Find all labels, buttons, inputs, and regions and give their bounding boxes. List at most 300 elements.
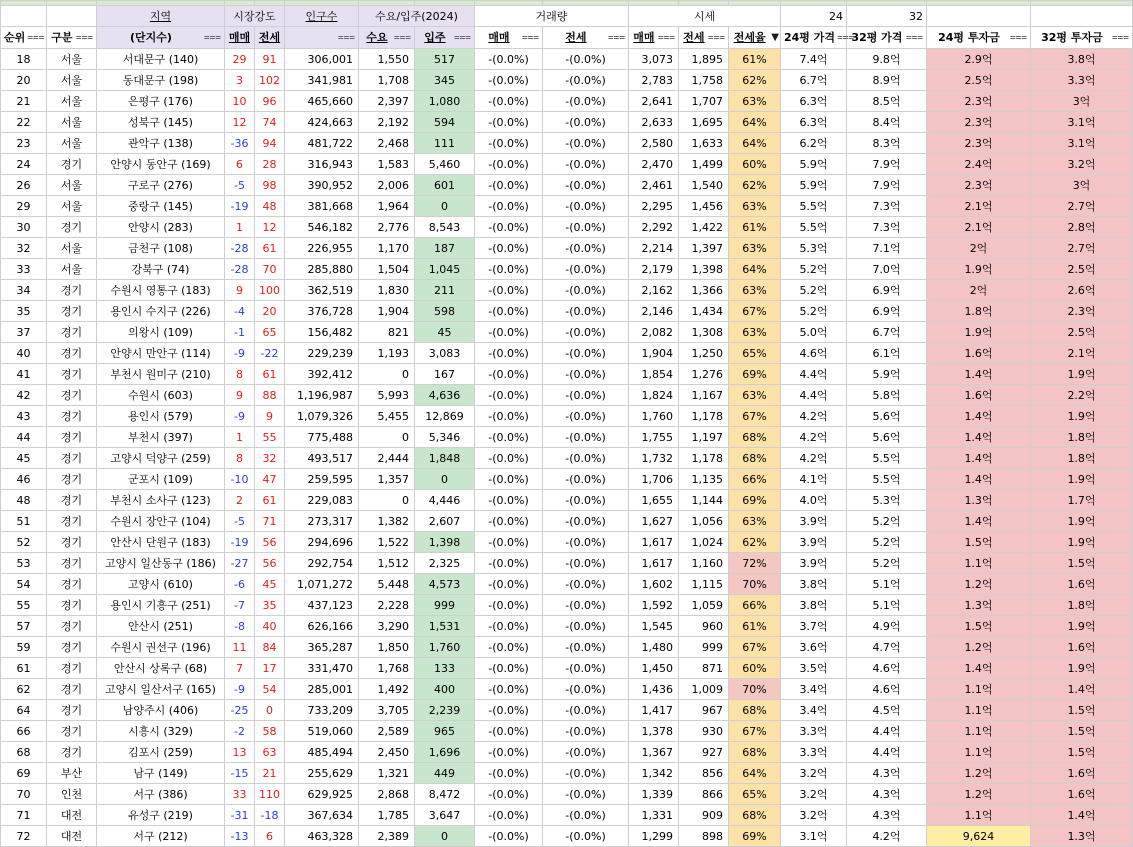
jeonse-ratio-cell[interactable]: 68%: [729, 427, 781, 448]
price-jeonse-cell[interactable]: 1,633: [679, 133, 729, 154]
invest24-cell[interactable]: 1.4억: [927, 406, 1031, 427]
rank-cell[interactable]: 55: [1, 595, 47, 616]
population-cell[interactable]: 463,328: [285, 826, 359, 847]
type-cell[interactable]: 경기: [47, 658, 97, 679]
move-in-cell[interactable]: 5,460: [415, 154, 475, 175]
volume-sale-cell[interactable]: -(0.0%): [475, 322, 543, 343]
volume-jeonse-cell[interactable]: -(0.0%): [543, 721, 629, 742]
price-jeonse-cell[interactable]: 1,397: [679, 238, 729, 259]
rank-cell[interactable]: 30: [1, 217, 47, 238]
move-in-cell[interactable]: 111: [415, 133, 475, 154]
population-cell[interactable]: 306,001: [285, 49, 359, 70]
volume-jeonse-cell[interactable]: -(0.0%): [543, 385, 629, 406]
price32-cell[interactable]: 4.7억: [847, 637, 927, 658]
volume-jeonse-cell[interactable]: -(0.0%): [543, 742, 629, 763]
jeonse-ratio-cell[interactable]: 68%: [729, 805, 781, 826]
region-cell[interactable]: 성북구 (145): [97, 112, 225, 133]
price32-cell[interactable]: 5.1억: [847, 574, 927, 595]
demand-cell[interactable]: 1,512: [359, 553, 415, 574]
rank-cell[interactable]: 18: [1, 49, 47, 70]
population-cell[interactable]: 229,239: [285, 343, 359, 364]
demand-cell[interactable]: 1,321: [359, 763, 415, 784]
price-jeonse-cell[interactable]: 1,059: [679, 595, 729, 616]
price-jeonse-cell[interactable]: 960: [679, 616, 729, 637]
region-cell[interactable]: 시흥시 (329): [97, 721, 225, 742]
price-sale-cell[interactable]: 1,760: [629, 406, 679, 427]
market-jeonse-cell[interactable]: 96: [255, 91, 285, 112]
type-cell[interactable]: 경기: [47, 385, 97, 406]
price-sale-cell[interactable]: 2,162: [629, 280, 679, 301]
region-cell[interactable]: 수원시 장안구 (104): [97, 511, 225, 532]
market-sale-cell[interactable]: -25: [225, 700, 255, 721]
price32-cell[interactable]: 5.8억: [847, 385, 927, 406]
volume-sale-cell[interactable]: -(0.0%): [475, 133, 543, 154]
type-cell[interactable]: 서울: [47, 133, 97, 154]
invest24-cell[interactable]: 1.2억: [927, 763, 1031, 784]
price24-cell[interactable]: 3.2억: [781, 784, 847, 805]
population-cell[interactable]: 390,952: [285, 175, 359, 196]
market-jeonse-cell[interactable]: 55: [255, 427, 285, 448]
type-cell[interactable]: 경기: [47, 616, 97, 637]
volume-jeonse-cell[interactable]: -(0.0%): [543, 70, 629, 91]
filter-icon[interactable]: ⩶: [707, 32, 725, 43]
jeonse-ratio-cell[interactable]: 60%: [729, 658, 781, 679]
move-in-cell[interactable]: 8,543: [415, 217, 475, 238]
price24-cell[interactable]: 5.3억: [781, 238, 847, 259]
move-in-cell[interactable]: 345: [415, 70, 475, 91]
region-cell[interactable]: 수원시 권선구 (196): [97, 637, 225, 658]
market-sale-cell[interactable]: -28: [225, 238, 255, 259]
market-sale-cell[interactable]: -15: [225, 763, 255, 784]
price32-cell[interactable]: 5.2억: [847, 511, 927, 532]
col-market-sale[interactable]: 매매: [225, 27, 255, 49]
invest32-cell[interactable]: 1.6억: [1031, 574, 1133, 595]
type-cell[interactable]: 서울: [47, 238, 97, 259]
demand-cell[interactable]: 1,170: [359, 238, 415, 259]
rank-cell[interactable]: 29: [1, 196, 47, 217]
demand-cell[interactable]: 1,708: [359, 70, 415, 91]
demand-cell[interactable]: 5,993: [359, 385, 415, 406]
market-jeonse-cell[interactable]: 98: [255, 175, 285, 196]
type-cell[interactable]: 경기: [47, 721, 97, 742]
population-cell[interactable]: 381,668: [285, 196, 359, 217]
invest24-cell[interactable]: 2.9억: [927, 49, 1031, 70]
price-jeonse-cell[interactable]: 1,160: [679, 553, 729, 574]
volume-jeonse-cell[interactable]: -(0.0%): [543, 784, 629, 805]
invest32-cell[interactable]: 2.6억: [1031, 280, 1133, 301]
demand-cell[interactable]: 821: [359, 322, 415, 343]
filter-icon[interactable]: ⩶: [203, 32, 221, 43]
header-price[interactable]: 시세: [629, 6, 781, 27]
price-sale-cell[interactable]: 1,545: [629, 616, 679, 637]
invest32-cell[interactable]: 3.3억: [1031, 70, 1133, 91]
population-cell[interactable]: 629,925: [285, 784, 359, 805]
move-in-cell[interactable]: 4,636: [415, 385, 475, 406]
price24-cell[interactable]: 3.7억: [781, 616, 847, 637]
col-market-jeonse[interactable]: 전세: [255, 27, 285, 49]
filter-icon[interactable]: ⩶: [75, 32, 93, 43]
invest32-cell[interactable]: 1.9억: [1031, 511, 1133, 532]
population-cell[interactable]: 376,728: [285, 301, 359, 322]
volume-sale-cell[interactable]: -(0.0%): [475, 427, 543, 448]
price32-cell[interactable]: 5.3억: [847, 490, 927, 511]
price-sale-cell[interactable]: 3,073: [629, 49, 679, 70]
price-sale-cell[interactable]: 1,706: [629, 469, 679, 490]
invest24-cell[interactable]: 1.1억: [927, 805, 1031, 826]
volume-jeonse-cell[interactable]: -(0.0%): [543, 595, 629, 616]
price32-cell[interactable]: 9.8억: [847, 49, 927, 70]
price-jeonse-cell[interactable]: 967: [679, 700, 729, 721]
demand-cell[interactable]: 2,589: [359, 721, 415, 742]
region-cell[interactable]: 수원시 (603): [97, 385, 225, 406]
price-sale-cell[interactable]: 1,450: [629, 658, 679, 679]
market-jeonse-cell[interactable]: 48: [255, 196, 285, 217]
header-region[interactable]: 지역: [97, 6, 225, 27]
population-cell[interactable]: 424,663: [285, 112, 359, 133]
market-sale-cell[interactable]: 8: [225, 364, 255, 385]
population-cell[interactable]: 362,519: [285, 280, 359, 301]
invest32-cell[interactable]: 3.1억: [1031, 133, 1133, 154]
volume-sale-cell[interactable]: -(0.0%): [475, 637, 543, 658]
type-cell[interactable]: 경기: [47, 322, 97, 343]
price24-cell[interactable]: 6.3억: [781, 91, 847, 112]
demand-cell[interactable]: 1,583: [359, 154, 415, 175]
market-jeonse-cell[interactable]: 6: [255, 826, 285, 847]
header-p32[interactable]: 32: [847, 6, 927, 27]
move-in-cell[interactable]: 2,239: [415, 700, 475, 721]
region-cell[interactable]: 유성구 (219): [97, 805, 225, 826]
move-in-cell[interactable]: 2,325: [415, 553, 475, 574]
population-cell[interactable]: 465,660: [285, 91, 359, 112]
col-move-in[interactable]: 입주 ⩶: [415, 27, 475, 49]
move-in-cell[interactable]: 45: [415, 322, 475, 343]
price-jeonse-cell[interactable]: 1,540: [679, 175, 729, 196]
type-cell[interactable]: 경기: [47, 574, 97, 595]
population-cell[interactable]: 226,955: [285, 238, 359, 259]
volume-sale-cell[interactable]: -(0.0%): [475, 175, 543, 196]
invest32-cell[interactable]: 2.7억: [1031, 196, 1133, 217]
volume-sale-cell[interactable]: -(0.0%): [475, 238, 543, 259]
region-cell[interactable]: 금천구 (108): [97, 238, 225, 259]
market-jeonse-cell[interactable]: 45: [255, 574, 285, 595]
invest24-cell[interactable]: 2.3억: [927, 175, 1031, 196]
market-sale-cell[interactable]: -9: [225, 679, 255, 700]
price-sale-cell[interactable]: 1,617: [629, 532, 679, 553]
jeonse-ratio-cell[interactable]: 65%: [729, 784, 781, 805]
rank-cell[interactable]: 53: [1, 553, 47, 574]
move-in-cell[interactable]: 3,083: [415, 343, 475, 364]
move-in-cell[interactable]: 999: [415, 595, 475, 616]
price-jeonse-cell[interactable]: 1,434: [679, 301, 729, 322]
type-cell[interactable]: 경기: [47, 469, 97, 490]
rank-cell[interactable]: 52: [1, 532, 47, 553]
price24-cell[interactable]: 4.6억: [781, 343, 847, 364]
price32-cell[interactable]: 5.5억: [847, 448, 927, 469]
population-cell[interactable]: 367,634: [285, 805, 359, 826]
price24-cell[interactable]: 3.5억: [781, 658, 847, 679]
jeonse-ratio-cell[interactable]: 63%: [729, 238, 781, 259]
jeonse-ratio-cell[interactable]: 62%: [729, 175, 781, 196]
price24-cell[interactable]: 4.4억: [781, 364, 847, 385]
market-jeonse-cell[interactable]: 71: [255, 511, 285, 532]
market-jeonse-cell[interactable]: 35: [255, 595, 285, 616]
invest24-cell[interactable]: 2.1억: [927, 217, 1031, 238]
invest24-cell[interactable]: 1.4억: [927, 511, 1031, 532]
type-cell[interactable]: 경기: [47, 343, 97, 364]
volume-jeonse-cell[interactable]: -(0.0%): [543, 343, 629, 364]
price-jeonse-cell[interactable]: 1,499: [679, 154, 729, 175]
jeonse-ratio-cell[interactable]: 61%: [729, 616, 781, 637]
price-jeonse-cell[interactable]: 1,398: [679, 259, 729, 280]
invest24-cell[interactable]: 1.9억: [927, 322, 1031, 343]
region-cell[interactable]: 안산시 (251): [97, 616, 225, 637]
move-in-cell[interactable]: 1,045: [415, 259, 475, 280]
market-jeonse-cell[interactable]: 70: [255, 259, 285, 280]
market-sale-cell[interactable]: -27: [225, 553, 255, 574]
jeonse-ratio-cell[interactable]: 63%: [729, 280, 781, 301]
population-cell[interactable]: 292,754: [285, 553, 359, 574]
invest24-cell[interactable]: 1.2억: [927, 574, 1031, 595]
market-jeonse-cell[interactable]: -18: [255, 805, 285, 826]
jeonse-ratio-cell[interactable]: 61%: [729, 217, 781, 238]
invest32-cell[interactable]: 2.2억: [1031, 385, 1133, 406]
demand-cell[interactable]: 3,290: [359, 616, 415, 637]
price32-cell[interactable]: 4.5억: [847, 700, 927, 721]
market-sale-cell[interactable]: -36: [225, 133, 255, 154]
rank-cell[interactable]: 20: [1, 70, 47, 91]
invest32-cell[interactable]: 1.9억: [1031, 532, 1133, 553]
volume-sale-cell[interactable]: -(0.0%): [475, 595, 543, 616]
move-in-cell[interactable]: 0: [415, 196, 475, 217]
volume-sale-cell[interactable]: -(0.0%): [475, 385, 543, 406]
market-sale-cell[interactable]: 2: [225, 490, 255, 511]
volume-jeonse-cell[interactable]: -(0.0%): [543, 196, 629, 217]
type-cell[interactable]: 경기: [47, 154, 97, 175]
type-cell[interactable]: 서울: [47, 112, 97, 133]
type-cell[interactable]: 경기: [47, 490, 97, 511]
move-in-cell[interactable]: 5,346: [415, 427, 475, 448]
population-cell[interactable]: 331,470: [285, 658, 359, 679]
volume-jeonse-cell[interactable]: -(0.0%): [543, 574, 629, 595]
demand-cell[interactable]: 1,964: [359, 196, 415, 217]
demand-cell[interactable]: 2,776: [359, 217, 415, 238]
volume-jeonse-cell[interactable]: -(0.0%): [543, 175, 629, 196]
region-cell[interactable]: 서대문구 (140): [97, 49, 225, 70]
invest24-cell[interactable]: 1.4억: [927, 469, 1031, 490]
population-cell[interactable]: 733,209: [285, 700, 359, 721]
invest32-cell[interactable]: 1.5억: [1031, 742, 1133, 763]
volume-sale-cell[interactable]: -(0.0%): [475, 469, 543, 490]
volume-jeonse-cell[interactable]: -(0.0%): [543, 322, 629, 343]
invest24-cell[interactable]: 2.3억: [927, 112, 1031, 133]
type-cell[interactable]: 서울: [47, 259, 97, 280]
volume-jeonse-cell[interactable]: -(0.0%): [543, 112, 629, 133]
demand-cell[interactable]: 1,522: [359, 532, 415, 553]
invest32-cell[interactable]: 2.1억: [1031, 343, 1133, 364]
invest24-cell[interactable]: 1.4억: [927, 658, 1031, 679]
market-jeonse-cell[interactable]: 88: [255, 385, 285, 406]
col-price24[interactable]: 24평 가격 ⩶: [781, 27, 847, 49]
region-cell[interactable]: 은평구 (176): [97, 91, 225, 112]
volume-sale-cell[interactable]: -(0.0%): [475, 406, 543, 427]
invest24-cell[interactable]: 9,624: [927, 826, 1031, 847]
market-sale-cell[interactable]: 9: [225, 385, 255, 406]
rank-cell[interactable]: 72: [1, 826, 47, 847]
jeonse-ratio-cell[interactable]: 62%: [729, 532, 781, 553]
price32-cell[interactable]: 4.3억: [847, 763, 927, 784]
invest24-cell[interactable]: 2.3억: [927, 133, 1031, 154]
invest32-cell[interactable]: 1.9억: [1031, 616, 1133, 637]
header-supply[interactable]: 수요/입주(2024): [359, 6, 475, 27]
volume-jeonse-cell[interactable]: -(0.0%): [543, 280, 629, 301]
type-cell[interactable]: 인천: [47, 784, 97, 805]
price-sale-cell[interactable]: 2,295: [629, 196, 679, 217]
region-cell[interactable]: 서구 (212): [97, 826, 225, 847]
invest24-cell[interactable]: 1.6억: [927, 343, 1031, 364]
rank-cell[interactable]: 64: [1, 700, 47, 721]
rank-cell[interactable]: 22: [1, 112, 47, 133]
invest24-cell[interactable]: 1.4억: [927, 448, 1031, 469]
region-cell[interactable]: 고양시 일산동구 (186): [97, 553, 225, 574]
volume-sale-cell[interactable]: -(0.0%): [475, 574, 543, 595]
market-jeonse-cell[interactable]: 54: [255, 679, 285, 700]
volume-jeonse-cell[interactable]: -(0.0%): [543, 427, 629, 448]
jeonse-ratio-cell[interactable]: 69%: [729, 826, 781, 847]
rank-cell[interactable]: 66: [1, 721, 47, 742]
population-cell[interactable]: 156,482: [285, 322, 359, 343]
invest32-cell[interactable]: 3.2억: [1031, 154, 1133, 175]
invest32-cell[interactable]: 1.9억: [1031, 658, 1133, 679]
price24-cell[interactable]: 4.0억: [781, 490, 847, 511]
rank-cell[interactable]: 40: [1, 343, 47, 364]
type-cell[interactable]: 경기: [47, 280, 97, 301]
region-cell[interactable]: 중랑구 (145): [97, 196, 225, 217]
population-cell[interactable]: 365,287: [285, 637, 359, 658]
invest24-cell[interactable]: 1.4억: [927, 364, 1031, 385]
market-jeonse-cell[interactable]: 40: [255, 616, 285, 637]
move-in-cell[interactable]: 449: [415, 763, 475, 784]
price24-cell[interactable]: 3.2억: [781, 763, 847, 784]
invest24-cell[interactable]: 1.2억: [927, 784, 1031, 805]
volume-jeonse-cell[interactable]: -(0.0%): [543, 826, 629, 847]
type-cell[interactable]: 경기: [47, 532, 97, 553]
region-cell[interactable]: 구로구 (276): [97, 175, 225, 196]
volume-sale-cell[interactable]: -(0.0%): [475, 532, 543, 553]
jeonse-ratio-cell[interactable]: 64%: [729, 259, 781, 280]
population-cell[interactable]: 229,083: [285, 490, 359, 511]
move-in-cell[interactable]: 1,080: [415, 91, 475, 112]
rank-cell[interactable]: 68: [1, 742, 47, 763]
price-sale-cell[interactable]: 1,904: [629, 343, 679, 364]
price24-cell[interactable]: 4.2억: [781, 448, 847, 469]
move-in-cell[interactable]: 1,760: [415, 637, 475, 658]
type-cell[interactable]: 서울: [47, 49, 97, 70]
volume-jeonse-cell[interactable]: -(0.0%): [543, 154, 629, 175]
demand-cell[interactable]: 1,768: [359, 658, 415, 679]
rank-cell[interactable]: 70: [1, 784, 47, 805]
price-jeonse-cell[interactable]: 1,144: [679, 490, 729, 511]
price-sale-cell[interactable]: 2,470: [629, 154, 679, 175]
demand-cell[interactable]: 1,492: [359, 679, 415, 700]
price-jeonse-cell[interactable]: 1,024: [679, 532, 729, 553]
filter-icon[interactable]: ⩶: [1009, 32, 1027, 43]
region-cell[interactable]: 의왕시 (109): [97, 322, 225, 343]
demand-cell[interactable]: 1,382: [359, 511, 415, 532]
market-jeonse-cell[interactable]: 110: [255, 784, 285, 805]
market-sale-cell[interactable]: -8: [225, 616, 255, 637]
volume-jeonse-cell[interactable]: -(0.0%): [543, 91, 629, 112]
filter-icon[interactable]: ⩶: [453, 32, 471, 43]
volume-jeonse-cell[interactable]: -(0.0%): [543, 238, 629, 259]
price-sale-cell[interactable]: 1,367: [629, 742, 679, 763]
price-sale-cell[interactable]: 1,755: [629, 427, 679, 448]
region-cell[interactable]: 남양주시 (406): [97, 700, 225, 721]
price24-cell[interactable]: 4.2억: [781, 427, 847, 448]
move-in-cell[interactable]: 598: [415, 301, 475, 322]
invest24-cell[interactable]: 1.8억: [927, 301, 1031, 322]
volume-jeonse-cell[interactable]: -(0.0%): [543, 658, 629, 679]
move-in-cell[interactable]: 517: [415, 49, 475, 70]
type-cell[interactable]: 경기: [47, 448, 97, 469]
move-in-cell[interactable]: 4,573: [415, 574, 475, 595]
price-jeonse-cell[interactable]: 1,895: [679, 49, 729, 70]
price-sale-cell[interactable]: 2,082: [629, 322, 679, 343]
demand-cell[interactable]: 0: [359, 427, 415, 448]
jeonse-ratio-cell[interactable]: 69%: [729, 490, 781, 511]
demand-cell[interactable]: 2,868: [359, 784, 415, 805]
demand-cell[interactable]: 2,397: [359, 91, 415, 112]
market-jeonse-cell[interactable]: 17: [255, 658, 285, 679]
market-jeonse-cell[interactable]: 56: [255, 532, 285, 553]
price-jeonse-cell[interactable]: 1,276: [679, 364, 729, 385]
price-sale-cell[interactable]: 1,617: [629, 553, 679, 574]
price-jeonse-cell[interactable]: 1,197: [679, 427, 729, 448]
rank-cell[interactable]: 48: [1, 490, 47, 511]
price32-cell[interactable]: 5.2억: [847, 553, 927, 574]
price24-cell[interactable]: 3.8억: [781, 574, 847, 595]
demand-cell[interactable]: 1,785: [359, 805, 415, 826]
volume-sale-cell[interactable]: -(0.0%): [475, 196, 543, 217]
market-jeonse-cell[interactable]: 61: [255, 490, 285, 511]
invest24-cell[interactable]: 2억: [927, 238, 1031, 259]
market-sale-cell[interactable]: 11: [225, 637, 255, 658]
population-cell[interactable]: 392,412: [285, 364, 359, 385]
demand-cell[interactable]: 2,006: [359, 175, 415, 196]
price24-cell[interactable]: 5.5억: [781, 217, 847, 238]
market-sale-cell[interactable]: -28: [225, 259, 255, 280]
demand-cell[interactable]: 1,830: [359, 280, 415, 301]
region-cell[interactable]: 부천시 (397): [97, 427, 225, 448]
type-cell[interactable]: 서울: [47, 196, 97, 217]
population-cell[interactable]: 294,696: [285, 532, 359, 553]
price-jeonse-cell[interactable]: 927: [679, 742, 729, 763]
jeonse-ratio-cell[interactable]: 63%: [729, 196, 781, 217]
rank-cell[interactable]: 71: [1, 805, 47, 826]
market-sale-cell[interactable]: 3: [225, 70, 255, 91]
price24-cell[interactable]: 5.2억: [781, 280, 847, 301]
filter-icon[interactable]: ⩶: [393, 32, 411, 43]
invest32-cell[interactable]: 1.6억: [1031, 784, 1133, 805]
population-cell[interactable]: 341,981: [285, 70, 359, 91]
market-jeonse-cell[interactable]: 65: [255, 322, 285, 343]
demand-cell[interactable]: 2,228: [359, 595, 415, 616]
type-cell[interactable]: 경기: [47, 679, 97, 700]
market-jeonse-cell[interactable]: 12: [255, 217, 285, 238]
price24-cell[interactable]: 4.4억: [781, 385, 847, 406]
type-cell[interactable]: 서울: [47, 175, 97, 196]
volume-sale-cell[interactable]: -(0.0%): [475, 553, 543, 574]
market-sale-cell[interactable]: 10: [225, 91, 255, 112]
